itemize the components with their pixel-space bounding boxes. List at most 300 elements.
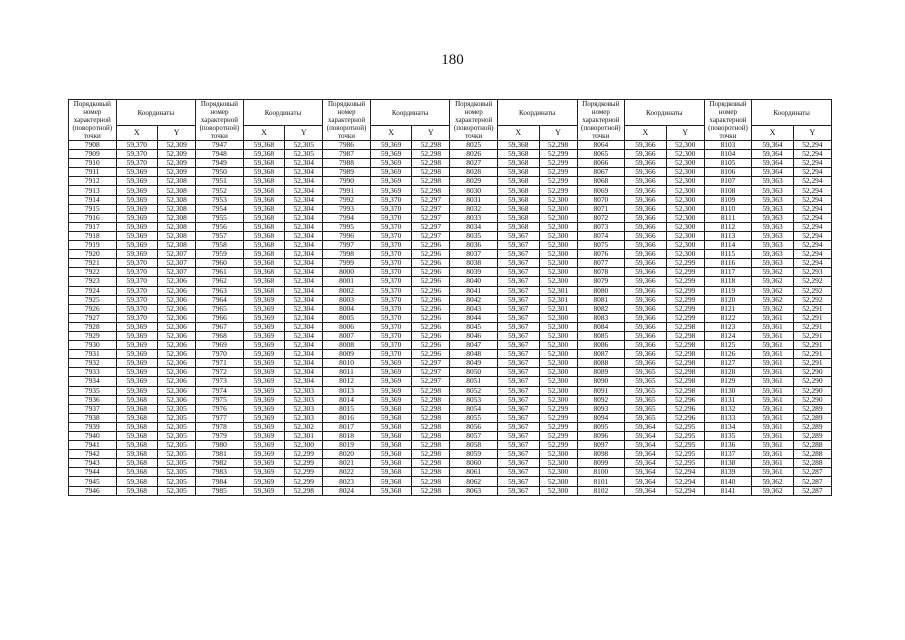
y-coordinate-cell: 52,296 xyxy=(412,313,450,322)
y-coordinate-cell: 52,306 xyxy=(158,368,196,377)
y-coordinate-cell: 52,297 xyxy=(412,195,450,204)
point-number-cell: 7959 xyxy=(196,250,244,259)
y-coordinate-cell: 52,288 xyxy=(793,459,831,468)
point-number-cell: 7973 xyxy=(196,377,244,386)
y-coordinate-cell: 52,291 xyxy=(793,350,831,359)
table-row xyxy=(69,141,832,150)
x-coordinate-cell: 59,365 xyxy=(625,404,667,413)
x-coordinate-cell: 59,367 xyxy=(497,322,539,331)
y-coordinate-cell: 52,292 xyxy=(793,286,831,295)
y-coordinate-cell: 52,306 xyxy=(158,377,196,386)
y-coordinate-cell: 52,298 xyxy=(412,486,450,495)
point-number-cell: 7926 xyxy=(69,304,117,313)
point-number-cell: 8089 xyxy=(577,368,625,377)
point-number-cell: 8136 xyxy=(704,441,752,450)
y-coordinate-cell: 52,289 xyxy=(793,432,831,441)
point-number-cell: 7947 xyxy=(196,141,244,150)
point-number-cell: 8130 xyxy=(704,386,752,395)
y-coordinate-cell: 52,300 xyxy=(539,350,577,359)
y-coordinate-cell: 52,302 xyxy=(285,422,323,431)
y-coordinate-cell: 52,298 xyxy=(412,141,450,150)
x-coordinate-cell: 59,369 xyxy=(116,341,158,350)
point-number-cell: 8022 xyxy=(323,468,371,477)
y-coordinate-cell: 52,308 xyxy=(158,204,196,213)
y-coordinate-cell: 52,294 xyxy=(666,486,704,495)
coordinates-header: Координаты xyxy=(497,100,577,126)
point-number-cell: 7990 xyxy=(323,177,371,186)
point-number-cell: 8017 xyxy=(323,422,371,431)
coordinates-table xyxy=(68,99,832,496)
x-coordinate-cell: 59,368 xyxy=(116,413,158,422)
y-coordinate-cell: 52,305 xyxy=(158,477,196,486)
x-coordinate-cell: 59,361 xyxy=(752,404,794,413)
y-coordinate-cell: 52,306 xyxy=(158,277,196,286)
point-number-cell: 7995 xyxy=(323,222,371,231)
table-row xyxy=(69,404,832,413)
point-number-cell: 7964 xyxy=(196,295,244,304)
point-number-cell: 7927 xyxy=(69,313,117,322)
y-coordinate-cell: 52,304 xyxy=(285,322,323,331)
y-coordinate-cell: 52,299 xyxy=(285,468,323,477)
point-number-cell: 7910 xyxy=(69,159,117,168)
point-number-cell: 8058 xyxy=(450,441,498,450)
x-coordinate-cell: 59,369 xyxy=(243,368,285,377)
point-number-cell: 8043 xyxy=(450,304,498,313)
point-number-cell: 8021 xyxy=(323,459,371,468)
point-number-cell: 8117 xyxy=(704,268,752,277)
x-coordinate-cell: 59,364 xyxy=(625,450,667,459)
point-number-cell: 8055 xyxy=(450,413,498,422)
x-coordinate-cell: 59,368 xyxy=(116,422,158,431)
y-coordinate-cell: 52,304 xyxy=(285,368,323,377)
y-coordinate-cell: 52,296 xyxy=(412,295,450,304)
x-coordinate-cell: 59,364 xyxy=(625,432,667,441)
x-coordinate-cell: 59,369 xyxy=(116,213,158,222)
x-coordinate-cell: 59,369 xyxy=(116,168,158,177)
y-coordinate-cell: 52,299 xyxy=(285,450,323,459)
x-coordinate-cell: 59,369 xyxy=(243,304,285,313)
y-coordinate-cell: 52,298 xyxy=(412,477,450,486)
x-coordinate-cell: 59,370 xyxy=(116,295,158,304)
y-axis-header: Y xyxy=(412,126,450,141)
table-header xyxy=(69,100,832,141)
point-number-cell: 7954 xyxy=(196,204,244,213)
y-coordinate-cell: 52,309 xyxy=(158,159,196,168)
table-row xyxy=(69,459,832,468)
y-coordinate-cell: 52,304 xyxy=(285,222,323,231)
x-coordinate-cell: 59,369 xyxy=(370,177,412,186)
point-number-cell: 8056 xyxy=(450,422,498,431)
point-number-cell: 8106 xyxy=(704,168,752,177)
y-coordinate-cell: 52,306 xyxy=(158,304,196,313)
point-number-cell: 8006 xyxy=(323,322,371,331)
y-coordinate-cell: 52,295 xyxy=(666,450,704,459)
y-coordinate-cell: 52,301 xyxy=(539,295,577,304)
y-coordinate-cell: 52,296 xyxy=(412,350,450,359)
y-coordinate-cell: 52,297 xyxy=(412,368,450,377)
y-coordinate-cell: 52,294 xyxy=(793,168,831,177)
point-number-cell: 7925 xyxy=(69,295,117,304)
point-number-cell: 8139 xyxy=(704,468,752,477)
y-coordinate-cell: 52,300 xyxy=(539,368,577,377)
y-coordinate-cell: 52,304 xyxy=(285,168,323,177)
x-coordinate-cell: 59,365 xyxy=(625,413,667,422)
x-coordinate-cell: 59,368 xyxy=(243,204,285,213)
point-number-cell: 8082 xyxy=(577,304,625,313)
x-coordinate-cell: 59,366 xyxy=(625,250,667,259)
x-coordinate-cell: 59,365 xyxy=(625,377,667,386)
y-coordinate-cell: 52,300 xyxy=(539,313,577,322)
point-number-cell: 7993 xyxy=(323,204,371,213)
x-coordinate-cell: 59,367 xyxy=(497,441,539,450)
x-coordinate-cell: 59,361 xyxy=(752,459,794,468)
point-number-cell: 7957 xyxy=(196,231,244,240)
point-number-cell: 7980 xyxy=(196,441,244,450)
x-coordinate-cell: 59,368 xyxy=(243,213,285,222)
x-coordinate-cell: 59,363 xyxy=(752,195,794,204)
point-number-cell: 7992 xyxy=(323,195,371,204)
y-coordinate-cell: 52,300 xyxy=(666,250,704,259)
y-coordinate-cell: 52,300 xyxy=(666,222,704,231)
y-coordinate-cell: 52,305 xyxy=(158,413,196,422)
y-coordinate-cell: 52,306 xyxy=(158,341,196,350)
x-coordinate-cell: 59,368 xyxy=(116,450,158,459)
x-coordinate-cell: 59,366 xyxy=(625,177,667,186)
y-coordinate-cell: 52,295 xyxy=(666,459,704,468)
header-row-titles xyxy=(69,100,832,126)
y-coordinate-cell: 52,309 xyxy=(158,141,196,150)
x-coordinate-cell: 59,367 xyxy=(497,341,539,350)
x-coordinate-cell: 59,369 xyxy=(116,250,158,259)
x-coordinate-cell: 59,368 xyxy=(243,268,285,277)
x-coordinate-cell: 59,361 xyxy=(752,377,794,386)
point-number-cell: 8000 xyxy=(323,268,371,277)
x-coordinate-cell: 59,365 xyxy=(625,395,667,404)
point-number-cell: 8033 xyxy=(450,213,498,222)
point-number-cell: 8123 xyxy=(704,322,752,331)
y-coordinate-cell: 52,298 xyxy=(412,441,450,450)
x-coordinate-cell: 59,367 xyxy=(497,413,539,422)
y-coordinate-cell: 52,303 xyxy=(285,395,323,404)
y-coordinate-cell: 52,289 xyxy=(793,404,831,413)
x-coordinate-cell: 59,364 xyxy=(752,141,794,150)
y-coordinate-cell: 52,306 xyxy=(158,395,196,404)
point-number-cell: 8116 xyxy=(704,259,752,268)
x-coordinate-cell: 59,367 xyxy=(497,386,539,395)
x-coordinate-cell: 59,366 xyxy=(625,286,667,295)
y-coordinate-cell: 52,306 xyxy=(158,350,196,359)
x-coordinate-cell: 59,367 xyxy=(497,286,539,295)
point-number-cell: 7921 xyxy=(69,259,117,268)
table-row xyxy=(69,231,832,240)
point-number-cell: 7930 xyxy=(69,341,117,350)
point-number-cell: 7978 xyxy=(196,422,244,431)
point-number-cell: 7979 xyxy=(196,432,244,441)
table-row xyxy=(69,331,832,340)
y-coordinate-cell: 52,300 xyxy=(539,322,577,331)
y-coordinate-cell: 52,291 xyxy=(793,359,831,368)
x-coordinate-cell: 59,369 xyxy=(243,404,285,413)
y-coordinate-cell: 52,299 xyxy=(666,277,704,286)
point-number-cell: 7961 xyxy=(196,268,244,277)
y-coordinate-cell: 52,289 xyxy=(793,422,831,431)
y-coordinate-cell: 52,304 xyxy=(285,195,323,204)
point-number-cell: 8042 xyxy=(450,295,498,304)
x-coordinate-cell: 59,367 xyxy=(497,231,539,240)
x-coordinate-cell: 59,370 xyxy=(370,204,412,213)
point-number-cell: 8044 xyxy=(450,313,498,322)
y-coordinate-cell: 52,299 xyxy=(539,413,577,422)
y-coordinate-cell: 52,300 xyxy=(539,222,577,231)
y-coordinate-cell: 52,298 xyxy=(412,422,450,431)
point-number-cell: 7924 xyxy=(69,286,117,295)
point-number-cell: 8127 xyxy=(704,359,752,368)
x-coordinate-cell: 59,368 xyxy=(497,168,539,177)
x-coordinate-cell: 59,364 xyxy=(752,150,794,159)
x-coordinate-cell: 59,370 xyxy=(370,195,412,204)
x-axis-header: X xyxy=(497,126,539,141)
point-number-cell: 8077 xyxy=(577,259,625,268)
y-coordinate-cell: 52,299 xyxy=(539,404,577,413)
table-row xyxy=(69,150,832,159)
y-coordinate-cell: 52,308 xyxy=(158,231,196,240)
y-coordinate-cell: 52,300 xyxy=(539,195,577,204)
y-coordinate-cell: 52,300 xyxy=(666,186,704,195)
x-coordinate-cell: 59,367 xyxy=(497,304,539,313)
point-number-cell: 7996 xyxy=(323,231,371,240)
point-number-cell: 8009 xyxy=(323,350,371,359)
x-coordinate-cell: 59,361 xyxy=(752,413,794,422)
point-number-cell: 8001 xyxy=(323,277,371,286)
y-coordinate-cell: 52,297 xyxy=(412,359,450,368)
x-coordinate-cell: 59,367 xyxy=(497,377,539,386)
point-number-cell: 7945 xyxy=(69,477,117,486)
point-number-cell: 8085 xyxy=(577,331,625,340)
point-number-cell: 8039 xyxy=(450,268,498,277)
x-coordinate-cell: 59,370 xyxy=(116,159,158,168)
y-coordinate-cell: 52,300 xyxy=(666,241,704,250)
point-number-cell: 8114 xyxy=(704,241,752,250)
point-number-cell: 8068 xyxy=(577,177,625,186)
y-coordinate-cell: 52,298 xyxy=(412,159,450,168)
y-coordinate-cell: 52,306 xyxy=(158,286,196,295)
y-coordinate-cell: 52,303 xyxy=(285,404,323,413)
point-number-cell: 8111 xyxy=(704,213,752,222)
point-number-cell: 8020 xyxy=(323,450,371,459)
table-row xyxy=(69,468,832,477)
x-coordinate-cell: 59,364 xyxy=(752,168,794,177)
point-number-cell: 7952 xyxy=(196,186,244,195)
x-coordinate-cell: 59,369 xyxy=(370,395,412,404)
x-coordinate-cell: 59,369 xyxy=(370,368,412,377)
x-coordinate-cell: 59,366 xyxy=(625,141,667,150)
point-number-cell: 7950 xyxy=(196,168,244,177)
coordinates-header: Координаты xyxy=(625,100,705,126)
y-coordinate-cell: 52,308 xyxy=(158,177,196,186)
y-coordinate-cell: 52,291 xyxy=(793,304,831,313)
y-coordinate-cell: 52,299 xyxy=(666,286,704,295)
point-number-cell: 7981 xyxy=(196,450,244,459)
point-number-cell: 7971 xyxy=(196,359,244,368)
point-number-cell: 8125 xyxy=(704,341,752,350)
x-coordinate-cell: 59,368 xyxy=(116,468,158,477)
point-number-cell: 7931 xyxy=(69,350,117,359)
y-coordinate-cell: 52,300 xyxy=(539,359,577,368)
point-number-cell: 7975 xyxy=(196,395,244,404)
y-coordinate-cell: 52,300 xyxy=(539,241,577,250)
x-coordinate-cell: 59,368 xyxy=(243,231,285,240)
x-coordinate-cell: 59,368 xyxy=(497,141,539,150)
y-coordinate-cell: 52,297 xyxy=(412,377,450,386)
x-axis-header: X xyxy=(116,126,158,141)
x-coordinate-cell: 59,368 xyxy=(243,141,285,150)
x-coordinate-cell: 59,361 xyxy=(752,331,794,340)
x-coordinate-cell: 59,369 xyxy=(243,468,285,477)
table-row xyxy=(69,259,832,268)
x-coordinate-cell: 59,368 xyxy=(243,250,285,259)
y-coordinate-cell: 52,300 xyxy=(539,395,577,404)
y-coordinate-cell: 52,297 xyxy=(412,222,450,231)
y-coordinate-cell: 52,288 xyxy=(793,450,831,459)
x-coordinate-cell: 59,367 xyxy=(497,404,539,413)
point-number-cell: 8097 xyxy=(577,441,625,450)
x-coordinate-cell: 59,368 xyxy=(370,477,412,486)
x-coordinate-cell: 59,366 xyxy=(625,222,667,231)
coordinates-header: Координаты xyxy=(243,100,323,126)
x-coordinate-cell: 59,368 xyxy=(116,395,158,404)
point-number-cell: 7915 xyxy=(69,204,117,213)
y-coordinate-cell: 52,305 xyxy=(158,404,196,413)
x-coordinate-cell: 59,366 xyxy=(625,195,667,204)
x-coordinate-cell: 59,365 xyxy=(625,386,667,395)
x-coordinate-cell: 59,367 xyxy=(497,241,539,250)
point-number-cell: 8128 xyxy=(704,368,752,377)
y-coordinate-cell: 52,301 xyxy=(285,432,323,441)
y-coordinate-cell: 52,300 xyxy=(539,386,577,395)
y-coordinate-cell: 52,296 xyxy=(412,277,450,286)
y-coordinate-cell: 52,306 xyxy=(158,331,196,340)
y-coordinate-cell: 52,296 xyxy=(666,413,704,422)
point-number-header: Порядковый номер характерной (поворотной) точки xyxy=(704,100,752,141)
y-coordinate-cell: 52,298 xyxy=(666,331,704,340)
y-coordinate-cell: 52,298 xyxy=(666,368,704,377)
x-coordinate-cell: 59,362 xyxy=(752,286,794,295)
y-coordinate-cell: 52,304 xyxy=(285,250,323,259)
x-coordinate-cell: 59,367 xyxy=(497,331,539,340)
x-coordinate-cell: 59,367 xyxy=(497,250,539,259)
x-coordinate-cell: 59,367 xyxy=(497,477,539,486)
point-number-cell: 8086 xyxy=(577,341,625,350)
x-coordinate-cell: 59,370 xyxy=(370,213,412,222)
point-number-cell: 8067 xyxy=(577,168,625,177)
x-coordinate-cell: 59,367 xyxy=(497,313,539,322)
y-coordinate-cell: 52,294 xyxy=(793,250,831,259)
x-coordinate-cell: 59,370 xyxy=(370,259,412,268)
y-coordinate-cell: 52,292 xyxy=(793,295,831,304)
y-coordinate-cell: 52,304 xyxy=(285,186,323,195)
y-coordinate-cell: 52,309 xyxy=(158,150,196,159)
y-coordinate-cell: 52,305 xyxy=(158,422,196,431)
y-coordinate-cell: 52,300 xyxy=(539,213,577,222)
x-coordinate-cell: 59,369 xyxy=(370,168,412,177)
y-coordinate-cell: 52,295 xyxy=(666,422,704,431)
x-coordinate-cell: 59,363 xyxy=(752,231,794,240)
y-coordinate-cell: 52,304 xyxy=(285,331,323,340)
y-coordinate-cell: 52,308 xyxy=(158,241,196,250)
x-coordinate-cell: 59,366 xyxy=(625,168,667,177)
point-number-cell: 8126 xyxy=(704,350,752,359)
point-number-cell: 8080 xyxy=(577,286,625,295)
point-number-cell: 7922 xyxy=(69,268,117,277)
point-number-cell: 8093 xyxy=(577,404,625,413)
point-number-cell: 8049 xyxy=(450,359,498,368)
point-number-cell: 8013 xyxy=(323,386,371,395)
x-coordinate-cell: 59,369 xyxy=(243,295,285,304)
y-coordinate-cell: 52,299 xyxy=(539,159,577,168)
y-coordinate-cell: 52,298 xyxy=(539,141,577,150)
point-number-cell: 8084 xyxy=(577,322,625,331)
y-coordinate-cell: 52,299 xyxy=(666,259,704,268)
table-body xyxy=(69,141,832,496)
x-coordinate-cell: 59,367 xyxy=(497,459,539,468)
y-coordinate-cell: 52,296 xyxy=(412,304,450,313)
coordinates-header: Координаты xyxy=(370,100,450,126)
table-row xyxy=(69,377,832,386)
point-number-cell: 7987 xyxy=(323,150,371,159)
y-coordinate-cell: 52,306 xyxy=(158,322,196,331)
point-number-cell: 8122 xyxy=(704,313,752,322)
y-coordinate-cell: 52,294 xyxy=(793,259,831,268)
point-number-cell: 8015 xyxy=(323,404,371,413)
table-row xyxy=(69,413,832,422)
table-row xyxy=(69,277,832,286)
table-row xyxy=(69,350,832,359)
y-coordinate-cell: 52,294 xyxy=(666,468,704,477)
point-number-header: Порядковый номер характерной (поворотной) точки xyxy=(577,100,625,141)
point-number-cell: 7932 xyxy=(69,359,117,368)
point-number-cell: 7920 xyxy=(69,250,117,259)
point-number-cell: 8132 xyxy=(704,404,752,413)
table-row xyxy=(69,241,832,250)
point-number-cell: 8028 xyxy=(450,168,498,177)
point-number-cell: 7977 xyxy=(196,413,244,422)
x-coordinate-cell: 59,367 xyxy=(497,259,539,268)
x-coordinate-cell: 59,369 xyxy=(243,441,285,450)
point-number-cell: 7989 xyxy=(323,168,371,177)
x-coordinate-cell: 59,369 xyxy=(243,377,285,386)
point-number-cell: 7991 xyxy=(323,186,371,195)
point-number-cell: 7986 xyxy=(323,141,371,150)
y-coordinate-cell: 52,296 xyxy=(412,259,450,268)
y-coordinate-cell: 52,304 xyxy=(285,204,323,213)
x-coordinate-cell: 59,368 xyxy=(497,222,539,231)
y-coordinate-cell: 52,294 xyxy=(666,477,704,486)
table-row xyxy=(69,304,832,313)
y-coordinate-cell: 52,305 xyxy=(158,432,196,441)
point-number-cell: 8060 xyxy=(450,459,498,468)
x-coordinate-cell: 59,370 xyxy=(370,331,412,340)
x-coordinate-cell: 59,363 xyxy=(752,250,794,259)
x-coordinate-cell: 59,366 xyxy=(625,331,667,340)
y-coordinate-cell: 52,300 xyxy=(539,250,577,259)
point-number-cell: 8002 xyxy=(323,286,371,295)
point-number-cell: 8133 xyxy=(704,413,752,422)
point-number-cell: 8052 xyxy=(450,386,498,395)
y-coordinate-cell: 52,298 xyxy=(412,413,450,422)
x-coordinate-cell: 59,370 xyxy=(370,322,412,331)
x-coordinate-cell: 59,366 xyxy=(625,159,667,168)
y-coordinate-cell: 52,300 xyxy=(539,450,577,459)
